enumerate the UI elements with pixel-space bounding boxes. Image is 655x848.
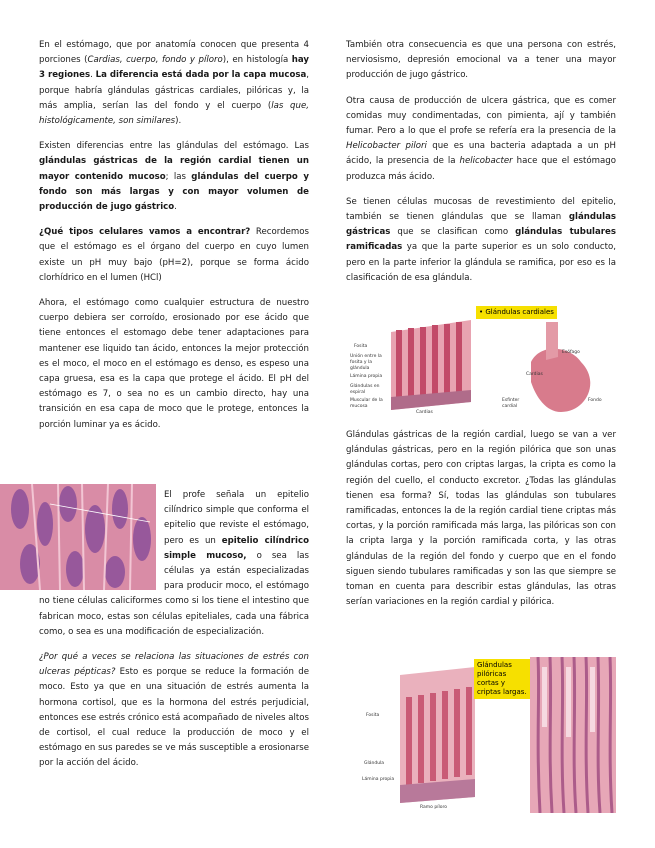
- fig-label: Esfínter cardial: [502, 398, 520, 409]
- fig-label: Fosita: [354, 344, 368, 349]
- pyloric-glands-figure: [360, 657, 525, 813]
- fig-label: Cardias: [526, 372, 543, 377]
- fig-label: Unión entre la fosita y la glándula: [350, 354, 382, 371]
- paragraph-regions: En el estómago, que por anatomía conocen que presenta 4 porciones (Cardias, cuerpo, fondo y píloro), en histología hay 3 regiones. La diferencia está dada por la capa mucosa, porque habría glándulas gástricas cardiales, pilóricas y, la más amplia, serían las del fondo y el cuerpo (las que, histológicamente, son similares).: [39, 40, 309, 127]
- paragraph-stress: ¿Por qué a veces se relaciona las situaciones de estrés con ulceras pépticas? Esto es porque se reduce la formación de moco. Esto ya que en una situación de estrés aumenta la hormona cortisol, que es la hormona del estrés perjudicial, entonces ese estrés crónico está acompañado de niveles altos de cortisol, el cual reduce la producción de moco y el estómago en sus paredes se ve más susceptible a erosionarse por la acción del ácido.: [39, 652, 309, 769]
- fig-label: Glándulas en espiral: [350, 384, 380, 395]
- left-column: [39, 38, 309, 443]
- paragraph-stress-consequence: También otra consecuencia es que una persona con estrés, nerviosismo, depresión emocional va a tener una mayor producción de jugo gástrico.: [346, 40, 616, 81]
- paragraph-ulcer-causes: Otra causa de producción de ulcera gástrica, que es comer comidas muy condimentadas, con pimienta, ají y también fumar. Pero a lo que el profe se refería era la presencia de la Helicobacter pilori que es una bacteria adaptada a un pH ácido, la presencia de la helicobacter hace que el estómago produzca más ácido.: [346, 95, 616, 182]
- paragraph-gastric-glands: Se tienen células mucosas de revestimiento del epitelio, también se tienen glándulas que se llaman glándulas gástricas que se clasifican como glándulas tubulares ramificadas ya que la parte superior es un solo conducto, pero en la parte inferior la glándula se ramifica, por eso es la clasificación de esa glándula.: [346, 196, 616, 283]
- fig-label: Glándula: [364, 761, 385, 766]
- cardial-glands-label: • Glándulas cardiales: [476, 306, 557, 319]
- fig-label: Esófago: [562, 350, 580, 355]
- fig-label: Fondo: [588, 398, 602, 403]
- fig-label: Lámina propia: [350, 374, 383, 379]
- pyloric-micrograph: [530, 657, 616, 813]
- paragraph-cell-types: ¿Qué tipos celulares vamos a encontrar? Recordemos que el estómago es el órgano del cuerpo en cuyo lumen existe un pH muy bajo (pH=2), porque se forma ácido clorhídrico en el lumen (HCl): [39, 227, 309, 283]
- paragraph-gland-differences: Existen diferencias entre las glándulas del estómago. Las glándulas gástricas de la región cardial tienen un mayor contenido mucoso; las glándulas del cuerpo y fondo son más largas y con mayor volumen de producción de jugo gástrico.: [39, 141, 310, 213]
- cardial-glands-figure: [346, 302, 616, 420]
- fig-label: Cardias: [416, 410, 433, 415]
- fig-label: Ramo píloro: [420, 805, 447, 810]
- fig-label: Lámina propia: [362, 777, 395, 782]
- fig-label: Muscular de la mucosa: [350, 398, 383, 409]
- image-float-spacer: [39, 488, 164, 584]
- paragraph-gland-forms: Glándulas gástricas de la región cardial, luego se van a ver glándulas gástricas, pero en la región pilórica que son unas glándulas cortas, pero con criptas largas, la cripta es como la región del cuello, el conducto excretor. ¿Todas las glándulas tienen esa forma? Sí, todas las glándulas son tubulares ramificadas, entonces la de la región cardial tiene criptas más cortas, y la porción ramificada más larga, las pilóricas son con la cripta larga y la porción ramificada corta, y las otras glándulas de la región del fondo y cuerpo que en el fondo siguen siendo tubulares ramificadas y son las que siempre se toman en cuenta para describir estas glándulas, las otras serían variaciones en la región cardial y pilórica.: [346, 430, 616, 608]
- paragraph-epithelium: El profe señala un epitelio cilíndrico simple que conforma el epitelio que reviste el estómago, pero es un epitelio cilíndrico simple mucoso, o sea las células ya están especializadas para producir moco, el estómago no tiene células caliciformes como si los tiene el intestino que fabrican moco, estas son células epiteliales, cada una fábrica como, o sea es una modificación de especialización. ¿Por qué a veces se relaciona las situaciones de estrés con ulceras pépticas? Esto es porque se reduce la formación de moco. Esto ya que en una situación de estrés aumenta la hormona cortisol, que es la hormona del estrés perjudicial, entonces ese estrés crónico está acompañado de niveles altos de cortisol, el cual reduce la producción de moco y el estómago en sus paredes se ve más susceptible a erosionarse por la acción del ácido.: [39, 488, 309, 772]
- fig-label: Fosita: [366, 713, 380, 718]
- right-column: [346, 38, 616, 296]
- paragraph-mucus: Ahora, el estómago como cualquier estructura de nuestro cuerpo debiera ser corroído, erosionado por ese ácido que tiene entonces el estomago debe tener adaptaciones para mantener ese liquido tan ácido, entonces la mejor protección es el moco, el moco en el estómago es denso, es espeso una capa gruesa, esa es la capa que protege el ácido. El pH del estómago es 7, o sea no es un cambio directo, hay una transición en esa capa de moco que le protege, entonces la porción luminar ya es ácido.: [39, 298, 309, 430]
- pyloric-glands-label: Glándulas pilóricas cortas y criptas largas.: [474, 659, 532, 699]
